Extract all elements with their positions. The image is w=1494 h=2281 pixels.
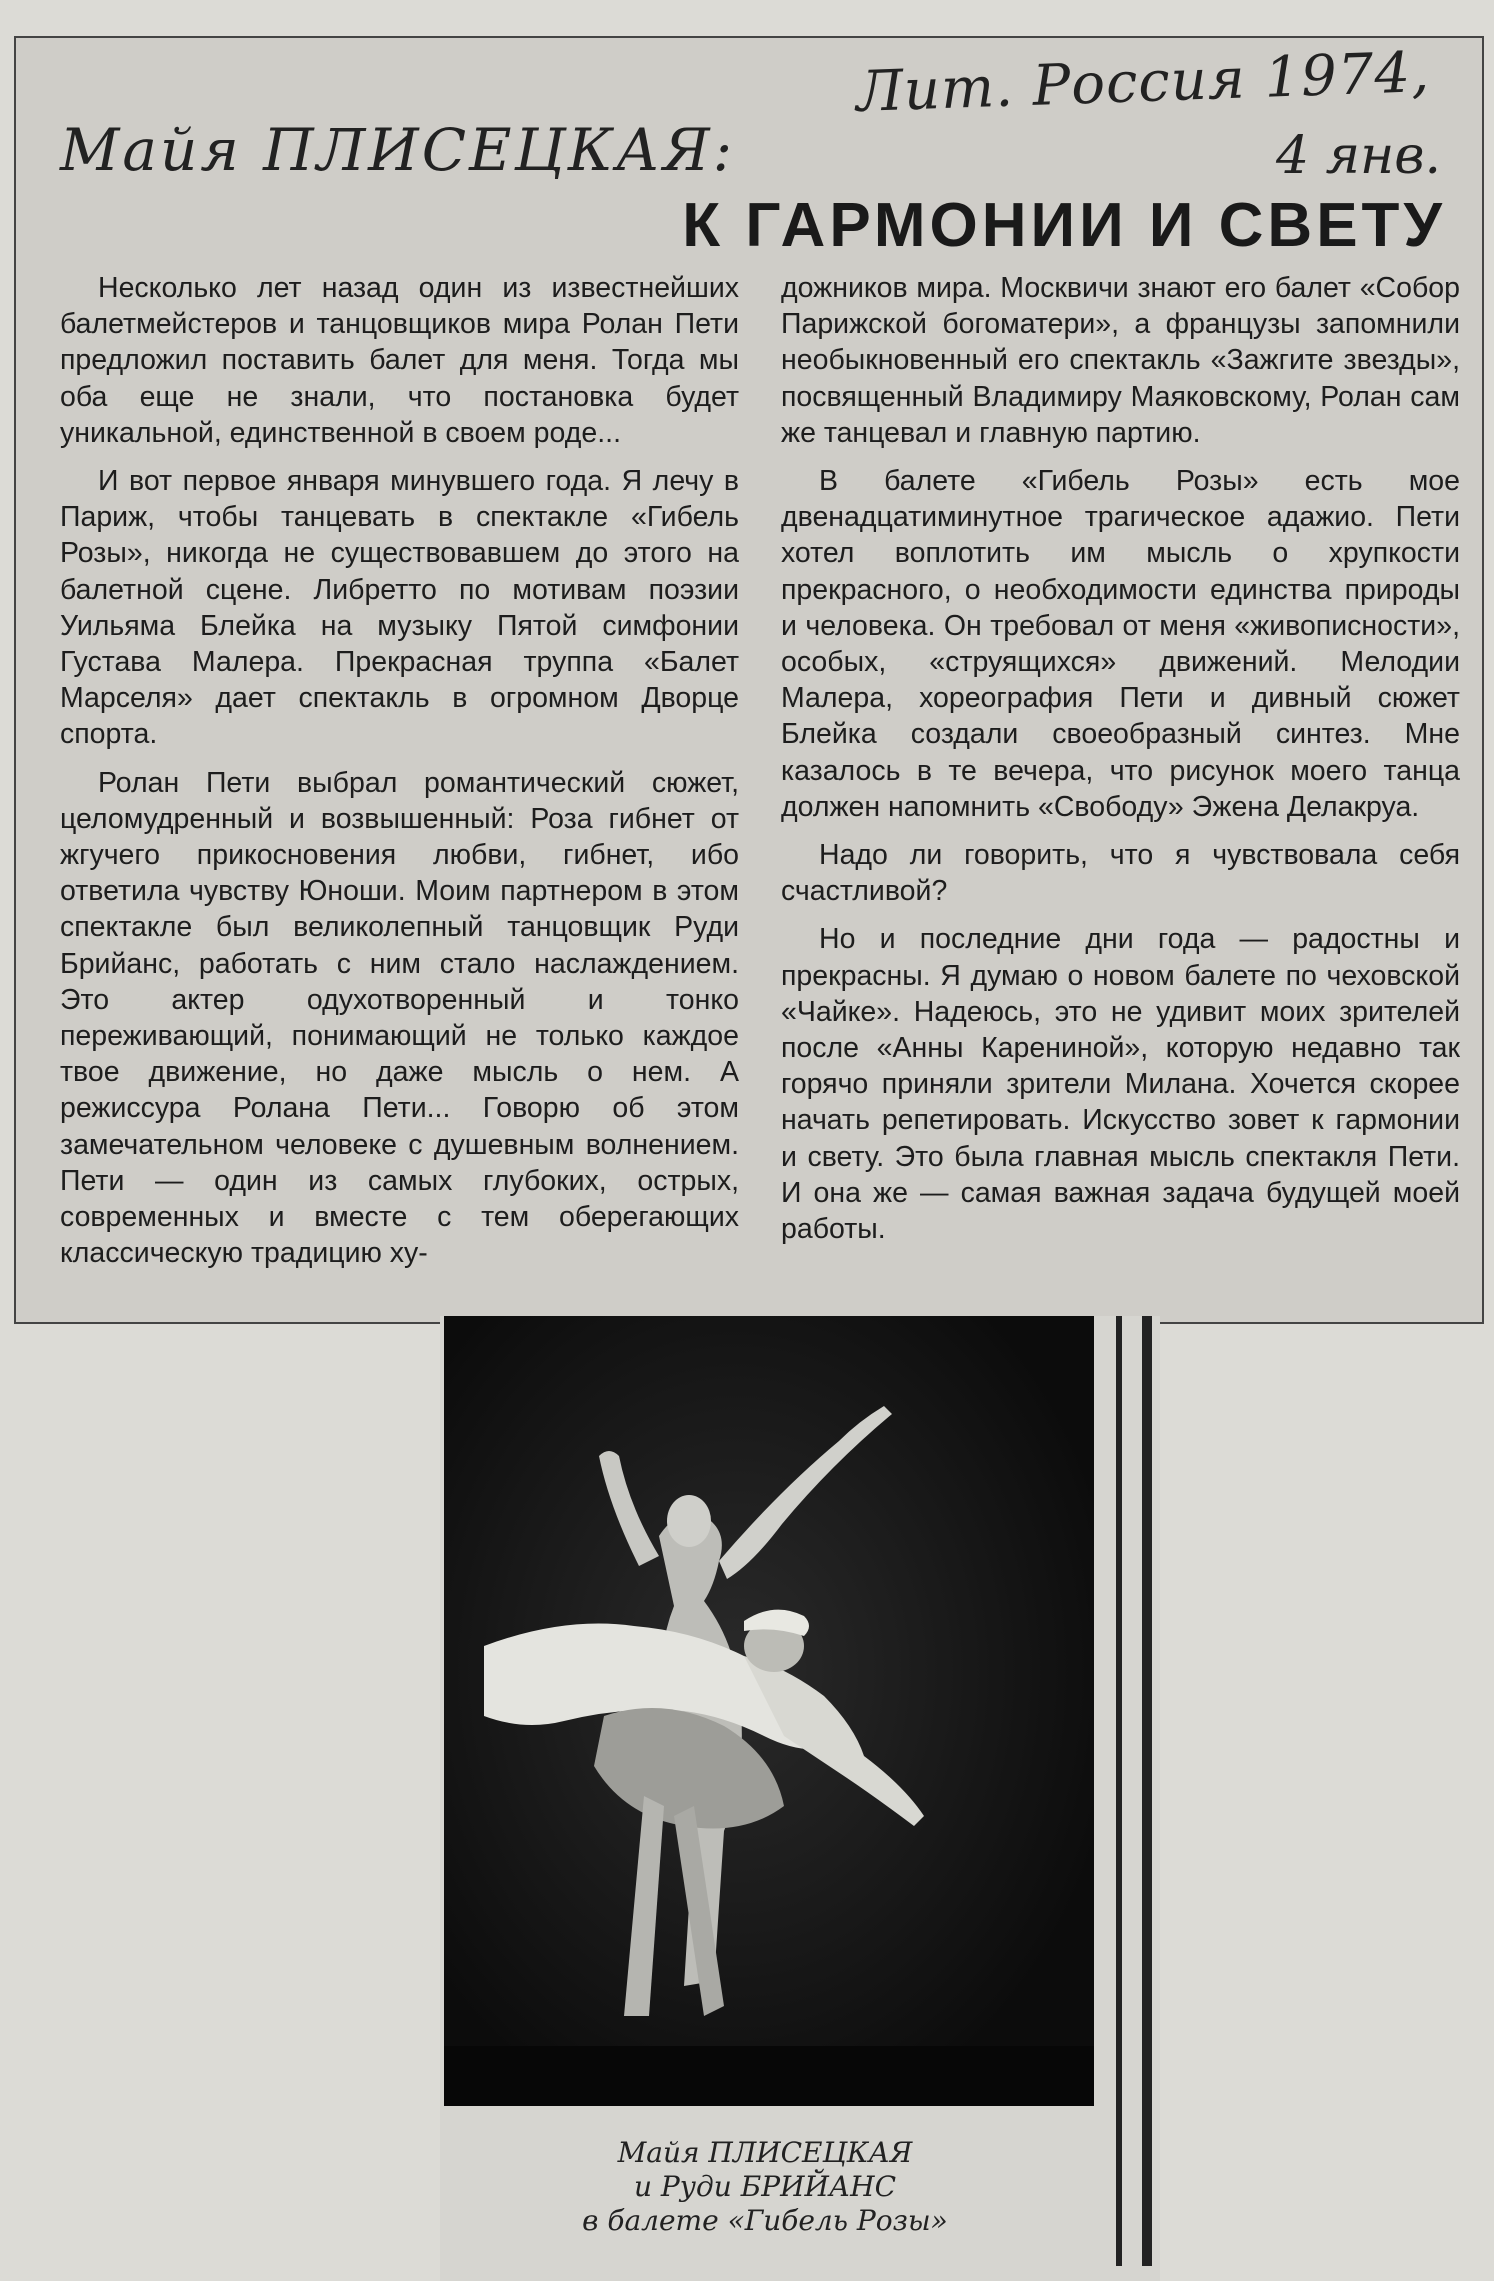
handwritten-note <box>846 40 1486 190</box>
ballet-photo <box>444 1316 1094 2106</box>
photo-block <box>440 1316 1160 2281</box>
article-paragraph: Несколько лет назад один из известнейших балетмейстеров и танцовщиков мира Ролан Пети предложил поставить балет для меня. Тогда мы оба еще не знали, что постановка будет уникальной, единственной в своем роде... <box>60 272 739 449</box>
article-paragraph: Ролан Пети выбрал романтический сюжет, целомудренный и возвышенный: Роза гибнет от жгучего прикосновения любви, гибнет, ибо ответила чувству Юноши. Моим партнером в этом спектакле был великолепный танцовщик Руди Брийанс, работать с ним стало наслаждением. Это актер одухотворенный и тонко переживающий, понимающий не только каждое твое движение, но даже мысль о нем. А режиссура Ролана Пети... Говорю об этом замечательном человеке с душевным волнением. Пети — один из самых глубоких, острых, современных и вместе с тем оберегающих классическую традицию ху- <box>60 766 739 1270</box>
photo-caption <box>440 2136 1090 2238</box>
article-body <box>60 270 1460 1320</box>
caption-line: в балете «Гибель Розы» <box>582 2204 948 2237</box>
ballet-photo-icon <box>444 1316 1094 2106</box>
right-column <box>781 270 1460 1320</box>
newspaper-clipping <box>14 36 1484 1324</box>
article-author: Майя ПЛИСЕЦКАЯ: <box>60 116 736 184</box>
vertical-rule <box>1116 1316 1122 2266</box>
article-paragraph: Надо ли говорить, что я чувствовала себя счастливой? <box>781 839 1460 908</box>
article-paragraph: И вот первое января минувшего года. Я лечу в Париж, чтобы танцевать в спектакле «Гибель Розы», никогда не существовавшем до этого на балетной сцене. Либретто по мотивам поэзии Уильяма Блейка на музыку Пятой симфонии Густава Малера. Прекрасная труппа «Балет Марселя» дает спектакль в огромном Дворце спорта. <box>60 465 739 751</box>
handwritten-source: Лит. Россия 1974, <box>855 40 1431 125</box>
article-headline: К ГАРМОНИИ И СВЕТУ <box>682 191 1446 260</box>
handwritten-date: 4 янв. <box>1276 126 1442 186</box>
article-paragraph: Но и последние дни года — радостны и прекрасны. Я думаю о новом балете по чеховской «Чайке». Надеюсь, это не удивит моих зрителей после «Анны Карениной», которую недавно так горячо приняли зрители Милана. Хочется скорее начать репетировать. Искусство зовет к гармонии и свету. Это была главная мысль спектакля Пети. И она же — самая важная задача будущей моей работы. <box>781 923 1460 1246</box>
article-paragraph: дожников мира. Москвичи знают его балет «Собор Парижской богоматери», а французы запомнили необыкновенный его спектакль «Зажгите звезды», посвященный Владимиру Маяковскому, Ролан сам же танцевал и главную партию. <box>781 272 1460 449</box>
left-column <box>60 270 739 1320</box>
article-paragraph: В балете «Гибель Розы» есть мое двенадцатиминутное трагическое адажио. Пети хотел воплотить им мысль о хрупкости прекрасного, о необходимости единства природы и человека. Он требовал от меня «живописности», особых, «струящихся» движений. Мелодии Малера, хореография Пети и дивный сюжет Блейка создали своеобразный синтез. Мне казалось в те вечера, что рисунок моего танца должен напомнить «Свободу» Эжена Делакруа. <box>781 465 1460 823</box>
vertical-rule <box>1142 1316 1152 2266</box>
caption-line: и Руди БРИЙАНС <box>634 2170 896 2203</box>
caption-line: Майя ПЛИСЕЦКАЯ <box>617 2136 913 2169</box>
